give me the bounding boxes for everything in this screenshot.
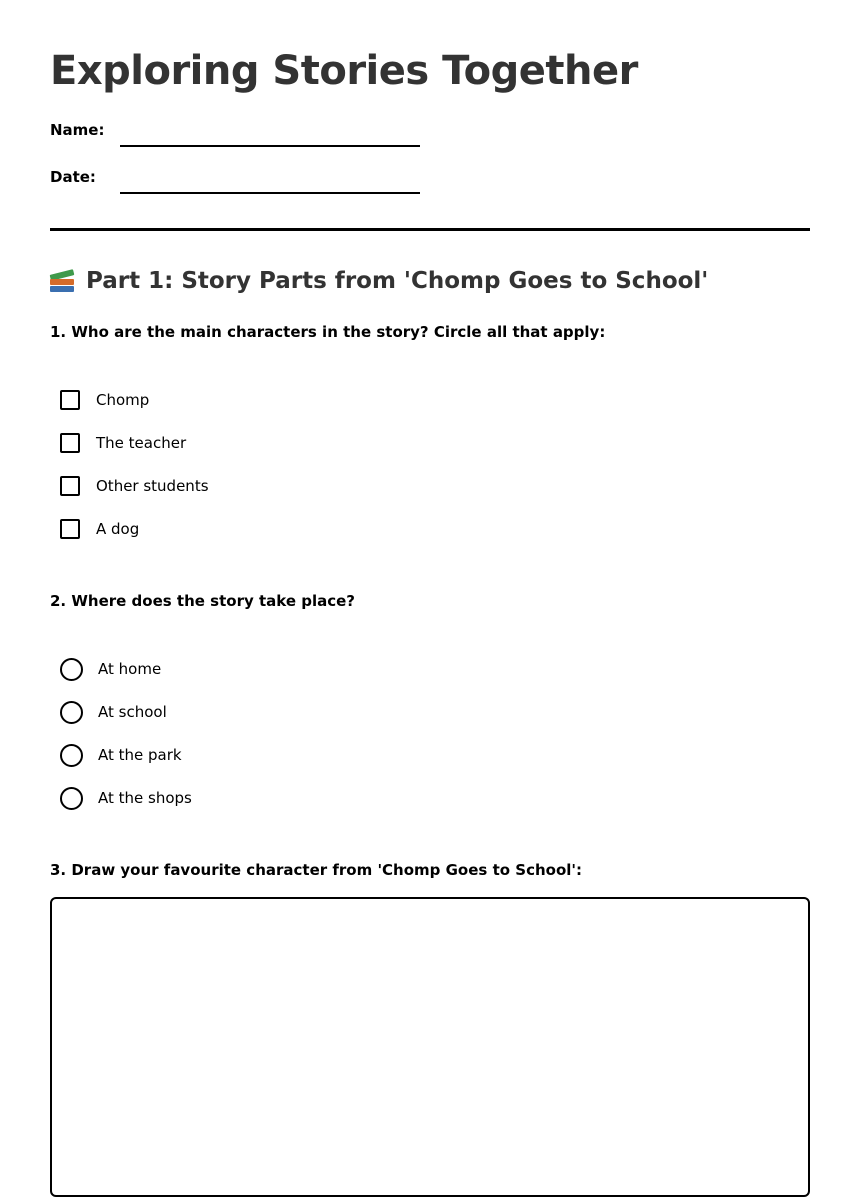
q1-option-teacher[interactable]: [60, 431, 186, 455]
option-label: A dog: [96, 520, 140, 538]
option-label: At school: [98, 703, 167, 721]
option-label: At home: [98, 660, 162, 678]
question-2: 2. Where does the story take place?: [50, 592, 355, 610]
option-label: At the shops: [98, 789, 192, 807]
option-label: Other students: [96, 477, 209, 495]
header-divider: [50, 228, 810, 231]
question-3: 3. Draw your favourite character from 'Chomp Goes to School':: [50, 861, 582, 879]
q2-option-school[interactable]: [60, 700, 167, 724]
worksheet-title: Exploring Stories Together: [50, 48, 638, 94]
radio-button[interactable]: [60, 658, 83, 681]
q2-option-park[interactable]: [60, 743, 182, 767]
name-line[interactable]: [120, 145, 420, 147]
radio-button[interactable]: [60, 787, 83, 810]
radio-button[interactable]: [60, 744, 83, 767]
radio-button[interactable]: [60, 701, 83, 724]
date-field[interactable]: [50, 168, 430, 198]
part1-heading: [50, 268, 708, 294]
checkbox[interactable]: [60, 519, 80, 539]
checkbox[interactable]: [60, 390, 80, 410]
option-label: The teacher: [96, 434, 187, 452]
option-label: Chomp: [96, 391, 150, 409]
q2-option-shops[interactable]: [60, 786, 192, 810]
checkbox[interactable]: [60, 433, 80, 453]
checkbox[interactable]: [60, 476, 80, 496]
option-label: At the park: [98, 746, 182, 764]
question-1: 1. Who are the main characters in the story? Circle all that apply:: [50, 323, 606, 341]
drawing-box[interactable]: [50, 897, 810, 1197]
part1-title: Part 1: Story Parts from 'Chomp Goes to School': [86, 268, 709, 294]
name-field[interactable]: [50, 121, 430, 151]
books-icon: [50, 269, 76, 293]
q1-option-students[interactable]: [60, 474, 209, 498]
q1-option-dog[interactable]: [60, 517, 139, 541]
q1-option-chomp[interactable]: [60, 388, 149, 412]
date-line[interactable]: [120, 192, 420, 194]
date-label: Date:: [50, 168, 96, 186]
name-label: Name:: [50, 121, 105, 139]
q2-option-home[interactable]: [60, 657, 161, 681]
